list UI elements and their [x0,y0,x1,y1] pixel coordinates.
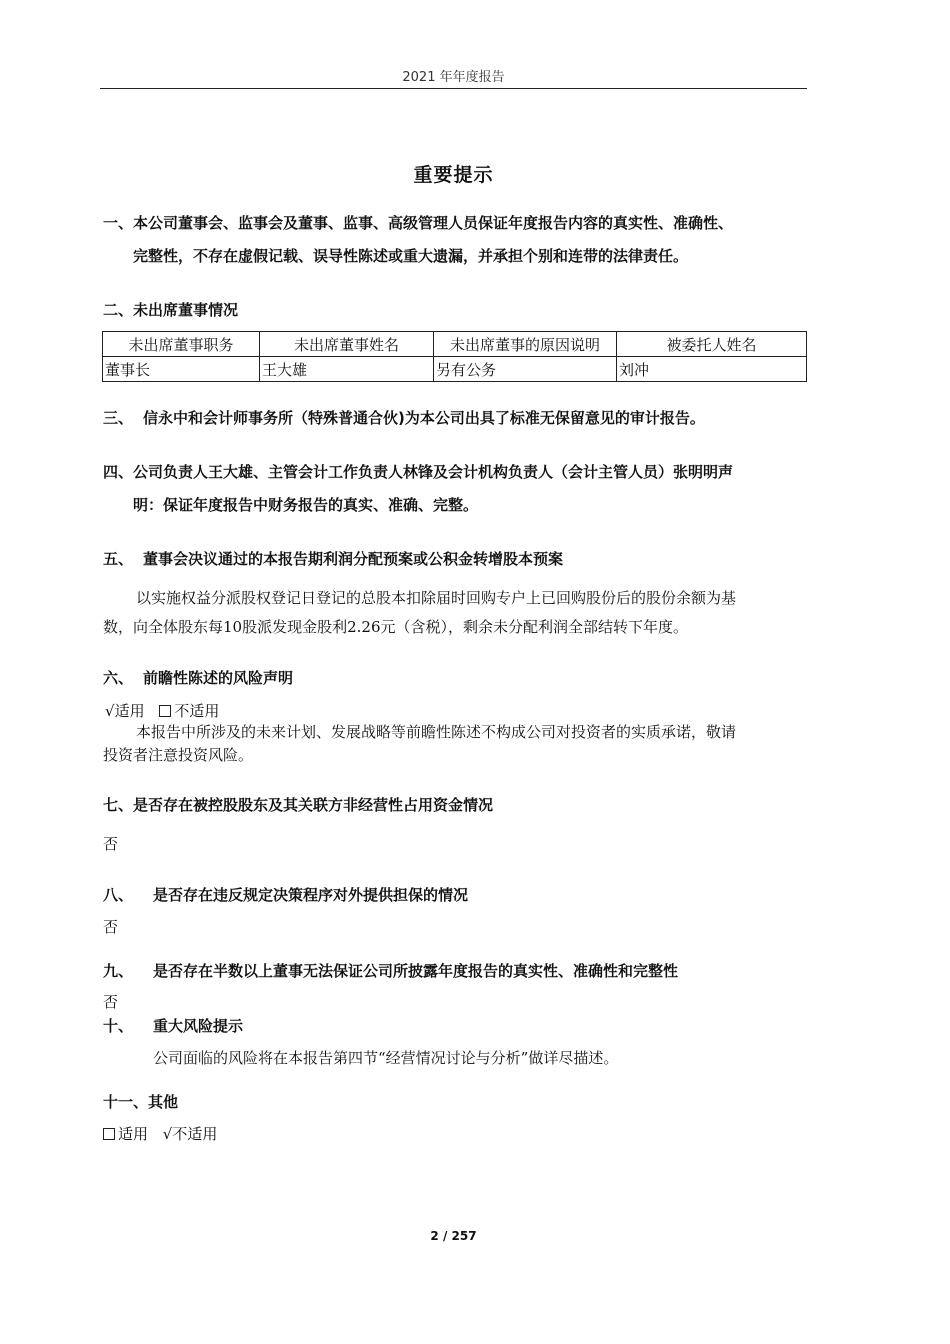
section-4-number: 四、 [103,463,134,481]
section-3-number: 三、 [103,409,134,427]
section-8-number: 八、 [103,886,134,904]
section-1-text: 本公司董事会、监事会及董事、监事、高级管理人员保证年度报告内容的真实性、准确性、 [133,214,734,232]
section-9-number: 九、 [103,962,134,980]
table-cell: 另有公务 [434,357,617,382]
section-5-heading: 董事会决议通过的本报告期利润分配预案或公积金转增股本预案 [143,550,564,568]
table-header-cell: 未出席董事姓名 [260,332,434,357]
section-1-line-2: 完整性，不存在虚假记载、误导性陈述或重大遗漏，并承担个别和连带的法律责任。 [133,247,689,265]
table-header-cell: 被委托人姓名 [617,332,807,357]
section-3-text: 信永中和会计师事务所（特殊普通合伙)为本公司出具了标准无保留意见的审计报告。 [143,409,705,427]
section-9-answer: 否 [103,993,119,1011]
section-6-applicability [105,700,219,721]
section-7-answer: 否 [103,835,119,853]
table-cell: 董事长 [103,357,260,382]
section-5-number: 五、 [103,550,134,568]
applicable-label: 适用 [118,1125,149,1143]
section-6-paragraph-line-2: 投资者注意投资风险。 [103,746,254,764]
absent-directors-table [102,331,807,382]
section-4-line-1 [103,461,733,482]
empty-checkbox-icon [159,705,171,717]
section-4-line-2: 明：保证年度报告中财务报告的真实、准确、完整。 [133,496,479,514]
not-applicable-label: 不适用 [172,1125,218,1143]
not-applicable-label: 不适用 [174,702,220,720]
section-7-heading: 七、是否存在被控股股东及其关联方非经营性占用资金情况 [103,796,494,814]
section-11-applicability [103,1123,217,1144]
page-number: 2 / 257 [430,1229,477,1243]
section-10-heading: 重大风险提示 [153,1017,244,1035]
section-2-heading: 二、未出席董事情况 [103,301,239,319]
check-mark-icon: √ [105,702,115,720]
table-row [103,357,807,382]
section-6-heading: 前瞻性陈述的风险声明 [143,669,294,687]
header-divider [100,88,807,89]
section-6-paragraph-line-1: 本报告中所涉及的未来计划、发展战略等前瞻性陈述不构成公司对投资者的实质承诺，敬请 [136,723,737,741]
applicable-label: 适用 [114,702,145,720]
section-9-heading: 是否存在半数以上董事无法保证公司所披露年度报告的真实性、准确性和完整性 [153,962,679,980]
check-mark-icon: √ [162,1125,173,1143]
table-header-row [103,332,807,357]
table-header-cell: 未出席董事的原因说明 [434,332,617,357]
section-10-text: 公司面临的风险将在本报告第四节“经营情况讨论与分析”做详尽描述。 [153,1049,619,1067]
section-1-line-1 [103,212,733,233]
section-5-paragraph-line-2: 数，向全体股东每10股派发现金股利2.26元（含税），剩余未分配利润全部结转下年度。 [103,618,688,636]
section-5-paragraph-line-1: 以实施权益分派股权登记日登记的总股本扣除届时回购专户上已回购股份后的股份余额为基 [136,589,737,607]
empty-checkbox-icon [103,1128,115,1140]
page-title: 重要提示 [413,164,494,186]
section-8-heading: 是否存在违反规定决策程序对外提供担保的情况 [153,886,469,904]
section-4-text: 公司负责人王大雄、主管会计工作负责人林锋及会计机构负责人（会计主管人员）张明明声 [133,463,734,481]
section-11-heading: 十一、其他 [103,1093,179,1111]
section-6-number: 六、 [103,669,134,687]
table-header-cell: 未出席董事职务 [103,332,260,357]
section-1-number: 一、 [103,214,134,232]
section-10-number: 十、 [103,1017,134,1035]
section-8-answer: 否 [103,918,119,936]
table-cell: 王大雄 [260,357,434,382]
page-header: 2021 年年度报告 [402,70,505,85]
table-cell: 刘冲 [617,357,807,382]
